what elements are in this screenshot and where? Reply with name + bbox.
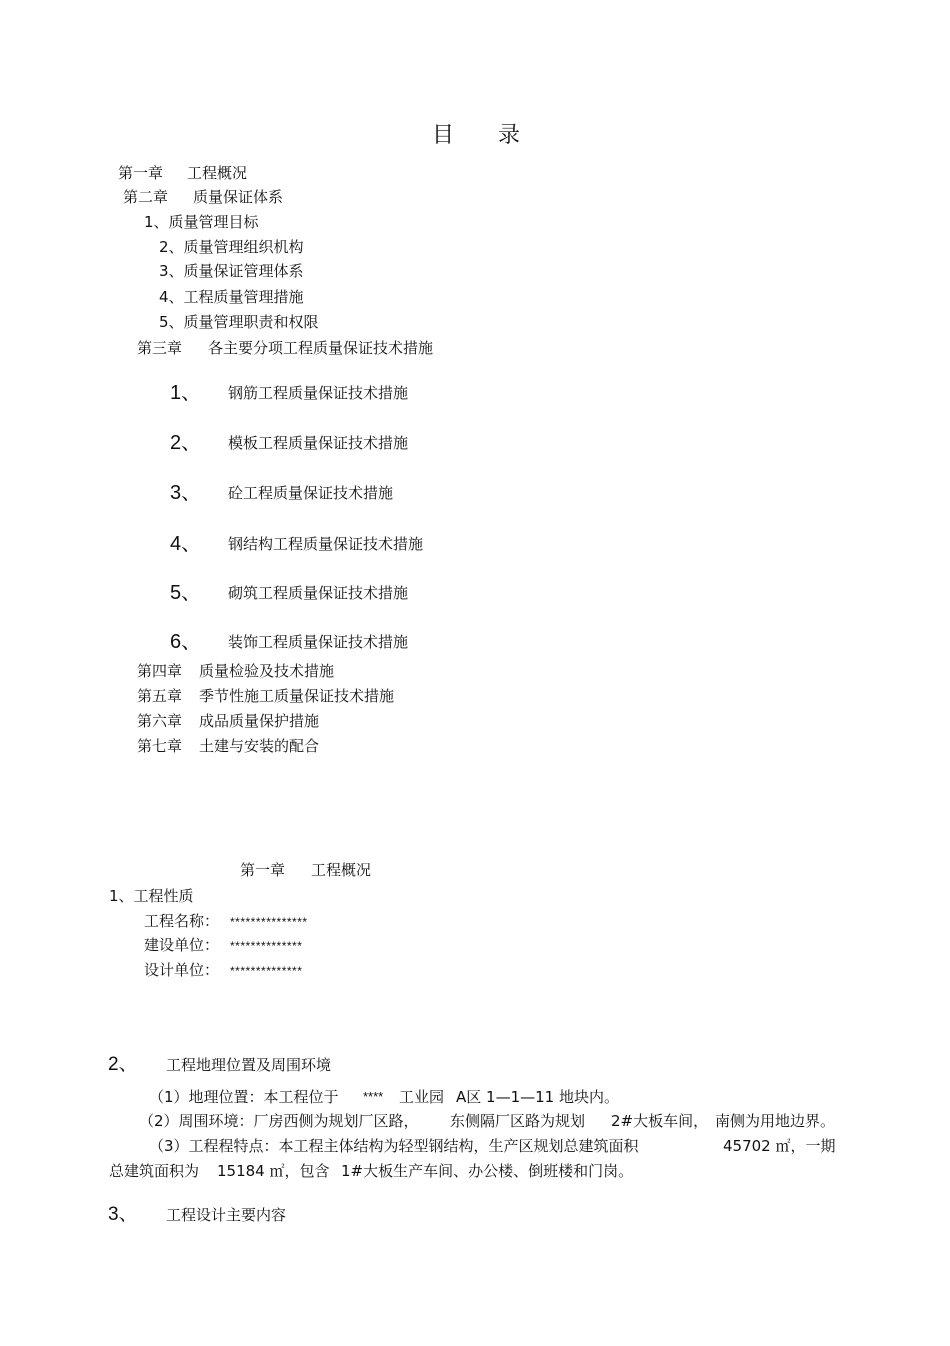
- section1-title: 1、工程性质: [109, 887, 194, 905]
- toc-ch3-item-6-title: 装饰工程质量保证技术措施: [228, 633, 409, 651]
- toc-ch2-num: 第二章: [123, 188, 169, 206]
- para3-part-a: （3）工程程特点：本工程主体结构为轻型钢结构，生产区规划总建筑面积: [149, 1137, 639, 1155]
- toc-ch2-item-4: 4、工程质量管理措施: [159, 288, 304, 306]
- para1-part-c: 工业园: [399, 1088, 445, 1106]
- toc-ch3-item-5-title: 砌筑工程质量保证技术措施: [228, 584, 409, 602]
- toc-ch5-num: 第五章: [137, 687, 183, 705]
- toc-ch3-item-3-title: 砼工程质量保证技术措施: [228, 484, 394, 502]
- toc-ch4-num: 第四章: [137, 662, 183, 680]
- toc-ch3-item-1-title: 钢筋工程质量保证技术措施: [228, 384, 409, 402]
- para4-part-a: 总建筑面积为: [109, 1162, 200, 1180]
- para2-part-d: 南侧为用地边界。: [715, 1112, 836, 1130]
- toc-ch3-title: 各主要分项工程质量保证技术措施: [208, 339, 434, 357]
- section3-num: 3、: [108, 1204, 138, 1225]
- toc-ch3-item-3-num: 3、: [170, 482, 202, 504]
- toc-ch1-title: 工程概况: [187, 164, 248, 182]
- toc-ch3-item-4-title: 钢结构工程质量保证技术措施: [228, 535, 424, 553]
- field-value-design-unit: **************: [230, 964, 303, 978]
- toc-ch3-item-5-num: 5、: [170, 582, 202, 604]
- toc-ch2-title: 质量保证体系: [193, 188, 284, 206]
- field-value-construction-unit: **************: [230, 939, 303, 953]
- toc-ch3-item-2-title: 模板工程质量保证技术措施: [228, 434, 409, 452]
- toc-ch3-item-1-num: 1、: [170, 382, 202, 404]
- para4-part-c: 1#大板生产车间、办公楼、倒班楼和门岗。: [341, 1162, 634, 1180]
- toc-ch6-title: 成品质量保护措施: [199, 712, 320, 730]
- toc-ch2-item-3: 3、质量保证管理体系: [159, 262, 304, 280]
- toc-ch1-num: 第一章: [118, 164, 164, 182]
- toc-title-char-2: 录: [498, 123, 521, 148]
- toc-title-char-1: 目: [432, 123, 455, 148]
- toc-ch3-item-4-num: 4、: [170, 533, 202, 555]
- chapter1-heading-title: 工程概况: [311, 861, 372, 879]
- toc-ch3-num: 第三章: [137, 339, 183, 357]
- para2-part-a: （2）周围环境：厂房西侧为规划厂区路，: [139, 1112, 419, 1130]
- toc-ch7-num: 第七章: [137, 737, 183, 755]
- toc-ch2-item-5: 5、质量管理职责和权限: [159, 313, 319, 331]
- toc-ch3-item-6-num: 6、: [170, 631, 202, 653]
- toc-ch2-item-1: 1、质量管理目标: [144, 213, 259, 231]
- section3-title: 工程设计主要内容: [166, 1206, 287, 1224]
- toc-ch3-item-2-num: 2、: [170, 432, 202, 454]
- field-label-construction-unit: 建设单位：: [144, 936, 220, 954]
- toc-ch5-title: 季节性施工质量保证技术措施: [199, 687, 395, 705]
- para4-part-b: 15184 ㎡，包含: [217, 1162, 330, 1180]
- para1-part-a: （1）地理位置：本工程位于: [149, 1088, 339, 1106]
- field-label-project-name: 工程名称：: [144, 912, 220, 930]
- toc-ch7-title: 土建与安装的配合: [199, 737, 320, 755]
- toc-ch6-num: 第六章: [137, 712, 183, 730]
- para2-part-b: 东侧隔厂区路为规划: [450, 1112, 586, 1130]
- para1-part-d: A区 1—1—11 地块内。: [456, 1088, 619, 1106]
- field-label-design-unit: 设计单位：: [144, 961, 220, 979]
- toc-ch2-item-2: 2、质量管理组织机构: [159, 238, 304, 256]
- chapter1-heading-num: 第一章: [240, 861, 286, 879]
- toc-ch4-title: 质量检验及技术措施: [199, 662, 335, 680]
- section2-num: 2、: [108, 1054, 138, 1075]
- section2-title: 工程地理位置及周围环境: [166, 1056, 332, 1074]
- field-value-project-name: ***************: [230, 915, 308, 929]
- para3-part-b: 45702 ㎡，一期: [723, 1137, 836, 1155]
- para2-part-c: 2#大板车间，: [611, 1112, 709, 1130]
- para1-part-b: ****: [363, 1089, 384, 1104]
